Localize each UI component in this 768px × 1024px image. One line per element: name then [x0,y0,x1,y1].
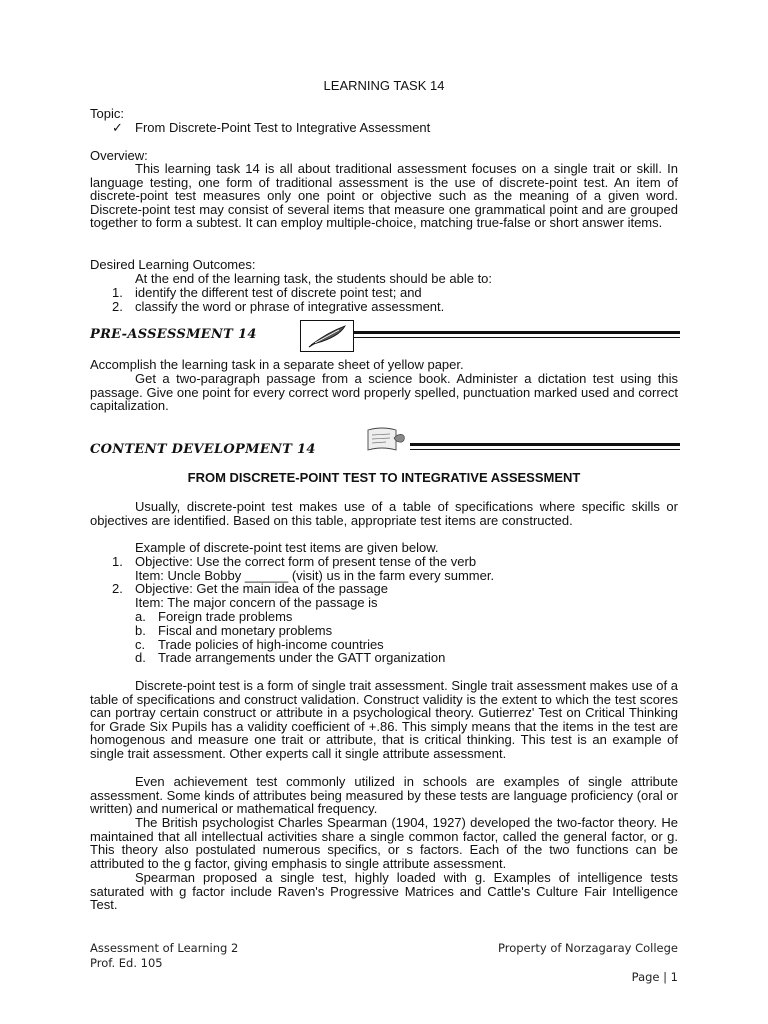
choice-text: Foreign trade problems [158,609,293,624]
choice-text: Trade arrangements under the GATT organization [158,650,446,665]
pre-assessment-task: Get a two-paragraph passage from a science book. Administer a dictation test using this passage. Give one point for every correct word properly spelled, punctuation marked used and correct capitalization. [90,371,678,414]
quill-icon [300,320,354,352]
choice-letter: d. [135,650,146,665]
example-number: 2. [112,581,123,596]
divider [354,331,680,334]
scroll-icon [362,424,408,458]
example-number: 1. [112,554,123,569]
example-objective: Objective: Use the correct form of present tense of the verb [135,554,477,569]
page-title: LEARNING TASK 14 [323,78,445,93]
outcomes-label: Desired Learning Outcomes: [90,257,256,272]
outcomes-intro: At the end of the learning task, the students should be able to: [135,271,493,286]
page-number: Page | 1 [631,970,678,984]
topic-item: From Discrete-Point Test to Integrative Assessment [135,120,431,135]
topic-label: Topic: [90,106,124,121]
content-paragraph: The British psychologist Charles Spearman (1904, 1927) developed the two-factor theory. He maintained that all intellectual activities share a single common factor, called the general factor, or g. This theory also postulated numerous specifics, or s factors. Each of the two functions can be attributed to the g factor, giving emphasis to single attribute assessment. [90,815,678,871]
choice-text: Fiscal and monetary problems [158,623,333,638]
choice-letter: b. [135,623,146,638]
footer-course: Assessment of Learning 2 [90,941,239,955]
outcome-number: 1. [112,285,123,300]
divider [410,449,680,450]
divider [410,443,680,446]
overview-label: Overview: [90,148,148,163]
choice-letter: a. [135,609,146,624]
choice-text: Trade policies of high-income countries [158,637,384,652]
pre-assessment-instruction: Accomplish the learning task in a separate sheet of yellow paper. [90,357,464,372]
example-intro: Example of discrete-point test items are given below. [135,540,439,555]
checkmark-icon: ✓ [112,120,123,135]
choice-letter: c. [135,637,146,652]
content-paragraph: Discrete-point test is a form of single trait assessment. Single trait assessment makes use of a table of specifications and construct validation. Construct validity is the extent to which the test scores can portray certain construct or attribute in a psychological theory. Gutierrez' Test on Critical Thinking for Grade Six Pupils has a validity coefficient of +.86. This simply means that the items in the test are homogenous and measure one trait or attribute, that is critical thinking. This test is an example of single trait assessment. Other experts call it single attribute assessment. [90,678,678,761]
example-item: Item: Uncle Bobby ______ (visit) us in the farm every summer. [135,568,495,583]
divider [354,337,680,338]
section-title: FROM DISCRETE-POINT TEST TO INTEGRATIVE ASSESSMENT [187,470,581,485]
outcome-item: classify the word or phrase of integrative assessment. [135,299,445,314]
content-paragraph: Usually, discrete-point test makes use of a table of specifications where specific skills or objectives are identified. Based on this table, appropriate test items are constructed. [90,499,678,528]
content-paragraph: Spearman proposed a single test, highly loaded with g. Examples of intelligence tests saturated with g factor include Raven's Progressive Matrices and Cattle's Culture Fair Intelligence Test. [90,870,678,913]
content-development-heading: CONTENT DEVELOPMENT 14 [90,442,316,457]
example-item: Item: The major concern of the passage is [135,595,378,610]
pre-assessment-heading: PRE-ASSESSMENT 14 [90,327,257,342]
footer-property: Property of Norzagaray College [498,941,678,955]
outcome-number: 2. [112,299,123,314]
example-objective: Objective: Get the main idea of the passage [135,581,388,596]
content-paragraph: Even achievement test commonly utilized in schools are examples of single attribute assessment. Some kinds of attributes being measured by these tests are language proficiency (oral or written) and numerical or mathematical frequency. [90,774,678,817]
footer-course-code: Prof. Ed. 105 [90,956,163,970]
outcome-item: identify the different test of discrete point test; and [135,285,422,300]
overview-text: This learning task 14 is all about traditional assessment focuses on a single trait or skill. In language testing, one form of traditional assessment is the use of discrete-point test. An item of discrete-point test measures only one point or objective such as the meaning of a given word. Discrete-point test may consist of several items that measure one grammatical point and are grouped together to form a subtest. It can employ multiple-choice, matching true-false or short answer items. [90,161,678,231]
